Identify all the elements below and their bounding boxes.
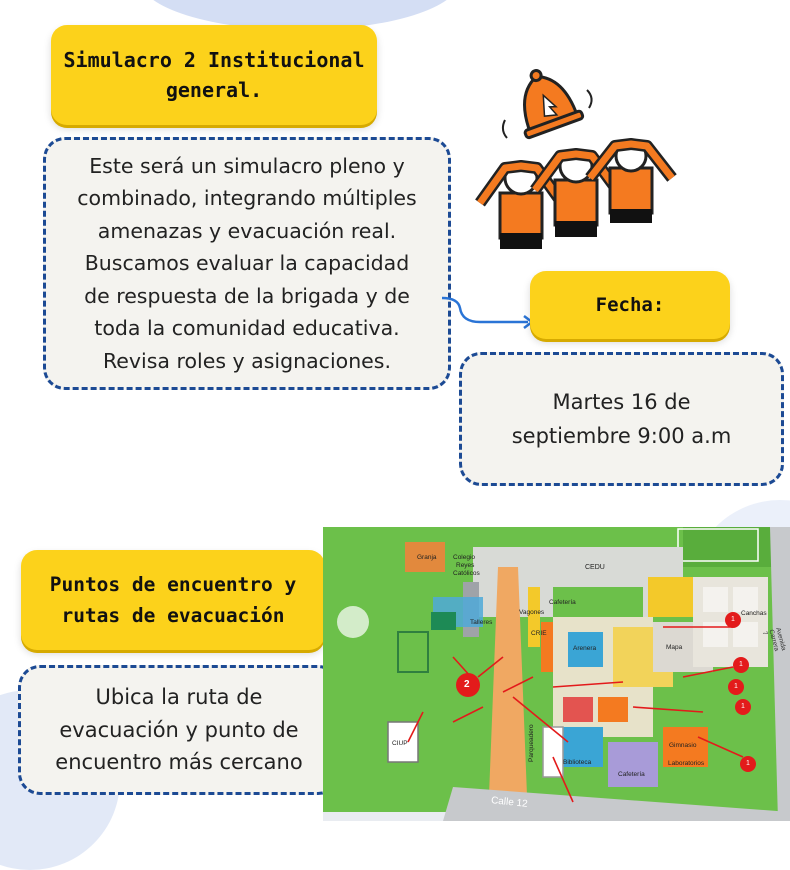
instructions-card: [18, 665, 340, 795]
description-line: Revisa roles y asignaciones.: [102, 348, 391, 373]
description-line: toda la comunidad educativa.: [94, 316, 400, 341]
map-label-laboratorios: Laboratorios: [668, 760, 705, 767]
map-label-colegio: Católicos: [453, 570, 480, 577]
instructions-line: evacuación y punto de: [59, 717, 299, 742]
title-puntos-encuentro: [21, 550, 325, 650]
person-figure-3: [590, 141, 672, 223]
map-label-ciup: CIUP: [392, 740, 408, 747]
title-simulacro-line2: general.: [165, 78, 263, 102]
fecha-label-text: Fecha:: [595, 293, 665, 316]
map-label-canchas: Canchas: [741, 610, 767, 617]
map-label-cafeteria2: Cafetería: [618, 771, 645, 778]
date-card: [459, 352, 784, 486]
date-line1: Martes 16 de: [552, 390, 691, 414]
map-label-avenida: Avenida Carrera 7: [760, 627, 788, 652]
title-puntos-line2: rutas de evacuación: [61, 604, 285, 627]
connector-arrow-icon: [440, 290, 540, 330]
map-label-arenera: Arenera: [573, 645, 597, 652]
people-taking-cover-icon: [470, 138, 680, 253]
date-line2: septiembre 9:00 a.m: [511, 424, 732, 448]
meeting-point-label: 1: [746, 760, 750, 767]
description-line: amenazas y evacuación real.: [97, 218, 397, 243]
title-puntos-line1: Puntos de encuentro y: [49, 572, 297, 596]
fecha-label: [530, 271, 730, 339]
map-label-biblioteca: Biblioteca: [563, 759, 592, 766]
map-label-talleres: Talleres: [470, 619, 493, 626]
map-label-vagones: Vagones: [519, 609, 545, 616]
map-label-crie: CRIE: [531, 630, 547, 637]
description-line: Este será un simulacro pleno y: [89, 153, 405, 178]
map-label-colegio: Reyes: [456, 562, 475, 569]
description-card: [43, 137, 451, 390]
map-label-cafeteria: Cafetería: [549, 599, 576, 606]
alarm-bell-icon: [495, 60, 605, 140]
meeting-point-label: 1: [731, 616, 735, 623]
description-line: combinado, integrando múltiples: [77, 186, 417, 211]
campus-evacuation-map: [323, 527, 790, 821]
description-line: de respuesta de la brigada y de: [84, 283, 410, 308]
map-label-mapa: Mapa: [666, 644, 683, 651]
meeting-point-label: 2: [464, 679, 470, 690]
map-label-calle: Calle 12: [490, 795, 529, 810]
map-label-cedu: CEDU: [585, 564, 605, 571]
map-label-parqueadero: Parqueadero: [528, 724, 535, 762]
map-label-gimnasio: Gimnasio: [669, 742, 697, 749]
meeting-point-label: 1: [739, 661, 743, 668]
meeting-point-label: 1: [741, 703, 745, 710]
instructions-line: Ubica la ruta de: [95, 685, 263, 710]
title-simulacro: [51, 25, 377, 125]
title-simulacro-line1: Simulacro 2 Institucional: [63, 48, 365, 72]
instructions-line: encuentro más cercano: [55, 750, 303, 775]
map-label-granja: Granja: [417, 554, 437, 561]
meeting-point-label: 1: [734, 683, 738, 690]
map-label-colegio: Colegio: [453, 554, 476, 561]
description-line: Buscamos evaluar la capacidad: [84, 251, 410, 276]
